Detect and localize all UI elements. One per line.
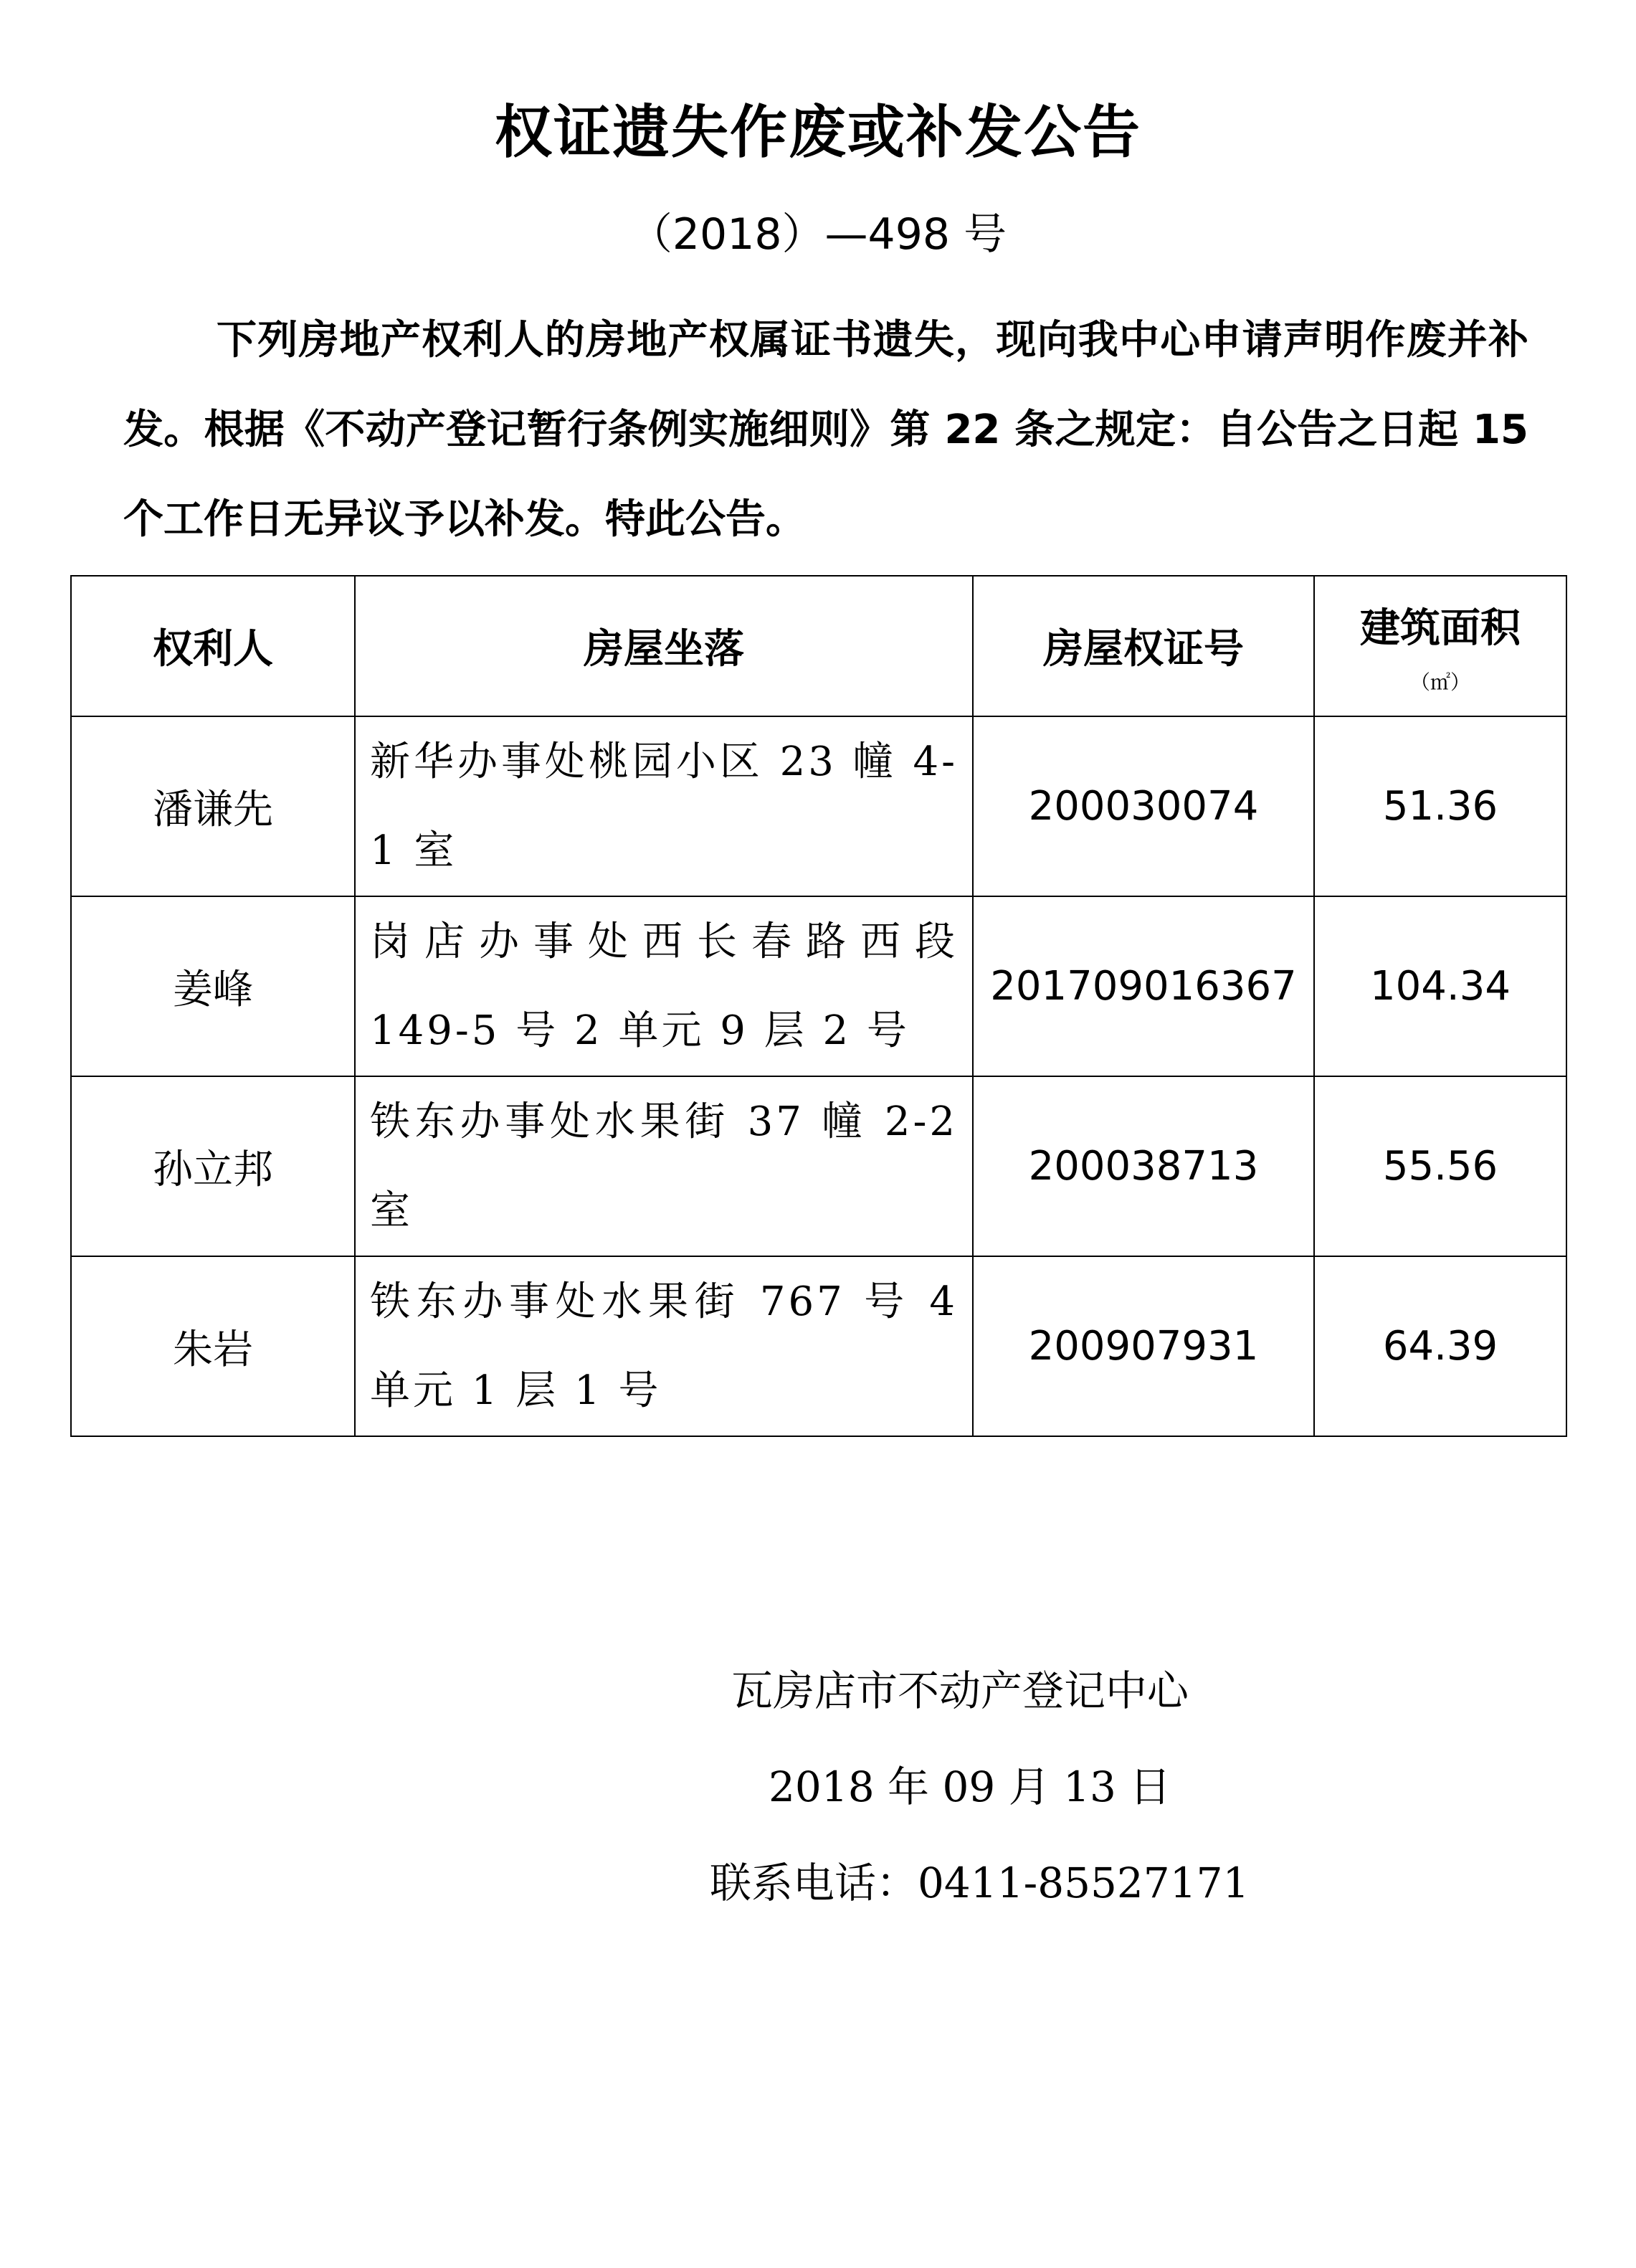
header-area-unit: （㎡） bbox=[1409, 670, 1470, 694]
document-number: （2018）—498 号 bbox=[629, 209, 1007, 260]
page-title: 权证遗失作废或补发公告 bbox=[495, 99, 1141, 166]
cell-address: 铁东办事处水果街 767 号 4 单元 1 层 1 号 bbox=[355, 1256, 973, 1436]
table-header-row bbox=[71, 576, 1566, 716]
header-address: 房屋坐落 bbox=[355, 576, 973, 716]
cell-owner: 潘谦先 bbox=[71, 716, 355, 896]
cell-cert-no: 200030074 bbox=[973, 716, 1314, 896]
notice-table bbox=[70, 575, 1567, 1437]
table-row bbox=[71, 896, 1566, 1076]
header-owner: 权利人 bbox=[71, 576, 355, 716]
cell-area: 55.56 bbox=[1314, 1076, 1566, 1256]
cell-cert-no: 200038713 bbox=[973, 1076, 1314, 1256]
cell-owner: 姜峰 bbox=[71, 896, 355, 1076]
cell-cert-no: 201709016367 bbox=[973, 896, 1314, 1076]
organization-name: 瓦房店市不动产登记中心 bbox=[731, 1666, 1189, 1715]
header-cert-no: 房屋权证号 bbox=[973, 576, 1314, 716]
header-area bbox=[1314, 576, 1566, 716]
header-area-label: 建筑面积 bbox=[1360, 605, 1521, 652]
cell-address: 新华办事处桃园小区 23 幢 4-1 室 bbox=[355, 716, 973, 896]
notice-body: 下列房地产权利人的房地产权属证书遗失，现向我中心申请声明作废并补发。根据《不动产登记暂行条例实施细则》第 22 条之规定：自公告之日起 15 个工作日无异议予以补发。特此公告。 bbox=[123, 317, 1528, 543]
table-row bbox=[71, 1076, 1566, 1256]
cell-area: 64.39 bbox=[1314, 1256, 1566, 1436]
cell-address: 岗店办事处西长春路西段 149-5 号 2 单元 9 层 2 号 bbox=[355, 896, 973, 1076]
cell-address: 铁东办事处水果街 37 幢 2-2 室 bbox=[355, 1076, 973, 1256]
cell-cert-no: 200907931 bbox=[973, 1256, 1314, 1436]
cell-area: 51.36 bbox=[1314, 716, 1566, 896]
table-row bbox=[71, 716, 1566, 896]
cell-area: 104.34 bbox=[1314, 896, 1566, 1076]
contact-phone: 联系电话：0411-85527171 bbox=[710, 1859, 1250, 1907]
cell-owner: 孙立邦 bbox=[71, 1076, 355, 1256]
table-row bbox=[71, 1256, 1566, 1436]
cell-owner: 朱岩 bbox=[71, 1256, 355, 1436]
issue-date: 2018 年 09 月 13 日 bbox=[769, 1762, 1171, 1811]
